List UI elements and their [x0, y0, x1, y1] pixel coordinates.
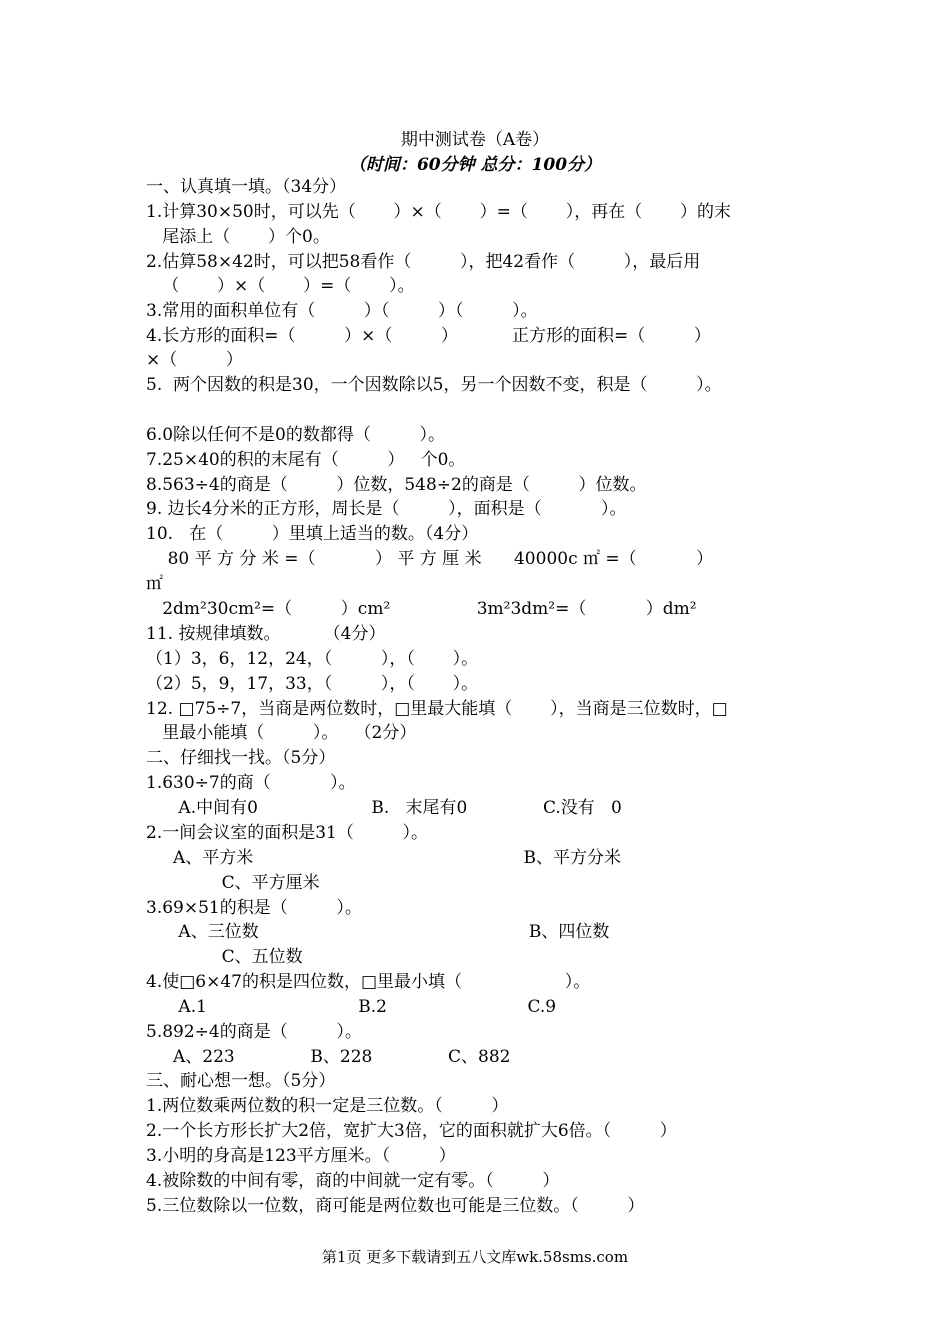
question-line: 里最小能填（ ）。 （2分） [146, 723, 417, 743]
page-subtitle: （时间：60分钟 总分：100分） [348, 155, 602, 175]
option-line: C、五位数 [146, 947, 303, 967]
option-line: A、平方米 B、平方分米 [146, 848, 621, 868]
question-line: ㎡ [146, 574, 163, 594]
question-line: 3.常用的面积单位有（ ）（ ）（ ）。 [146, 301, 538, 321]
question-line: 7.25×40的积的末尾有（ ） 个0。 [146, 450, 466, 470]
page-title: 期中测试卷（A卷） [400, 130, 550, 150]
question-line: 2.估算58×42时，可以把58看作（ ），把42看作（ ），最后用 [146, 252, 701, 272]
question-line: 10. 在（ ）里填上适当的数。（4分） [146, 524, 479, 544]
question-line: 4.被除数的中间有零，商的中间就一定有零。（ ） [146, 1171, 560, 1191]
section-heading: 一、认真填一填。（34分） [146, 177, 347, 197]
question-line: 80 平 方 分 米 =（ ） 平 方 厘 米 40000c ㎡ =（ ） [146, 549, 714, 569]
question-line: 8.563÷4的商是（ ）位数，548÷2的商是（ ）位数。 [146, 475, 647, 495]
question-line: 1.计算30×50时，可以先（ ）×（ ）=（ ），再在（ ）的末 [146, 202, 732, 222]
question-line: 12. □75÷7，当商是两位数时，□里最大能填（ ），当商是三位数时，□ [146, 699, 728, 719]
question-line: 9. 边长4分米的正方形，周长是（ ），面积是（ ）。 [146, 499, 627, 519]
question-line: 4.长方形的面积=（ ）×（ ） 正方形的面积=（ ） [146, 326, 711, 346]
question-line: （2）5，9，17，33，（ ），（ ）。 [146, 674, 479, 694]
option-line: A.中间有0 B. 末尾有0 C.没有 0 [146, 798, 622, 818]
question-line: 1.两位数乘两位数的积一定是三位数。（ ） [146, 1096, 509, 1116]
question-line: 2dm²30cm²=（ ）cm² 3m²3dm²=（ ）dm² [146, 599, 697, 619]
question-line: 5.三位数除以一位数，商可能是两位数也可能是三位数。（ ） [146, 1196, 645, 1216]
question-line: 6.0除以任何不是0的数都得（ ）。 [146, 425, 445, 445]
option-line: A、三位数 B、四位数 [146, 922, 610, 942]
question-line: 4.使□6×47的积是四位数，□里最小填（ ）。 [146, 972, 591, 992]
question-line: （1）3，6，12，24，（ ），（ ）。 [146, 649, 479, 669]
option-line: C、平方厘米 [146, 873, 320, 893]
question-line: 2.一个长方形长扩大2倍，宽扩大3倍，它的面积就扩大6倍。（ ） [146, 1121, 677, 1141]
question-line: （ ）×（ ）=（ ）。 [146, 276, 415, 296]
question-line: ×（ ） [146, 350, 243, 370]
section-heading: 二、仔细找一找。（5分） [146, 748, 336, 768]
question-line: 2.一间会议室的面积是31（ ）。 [146, 823, 428, 843]
question-line: 11. 按规律填数。 （4分） [146, 624, 386, 644]
option-line: A、223 B、228 C、882 [146, 1047, 511, 1067]
question-line: 5.892÷4的商是（ ）。 [146, 1022, 362, 1042]
section-heading: 三、耐心想一想。（5分） [146, 1071, 336, 1091]
option-line: A.1 B.2 C.9 [146, 997, 557, 1017]
page-footer: 第1页 更多下载请到五八文库wk.58sms.com [321, 1248, 629, 1266]
question-line: 3.小明的身高是123平方厘米。（ ） [146, 1146, 456, 1166]
question-line: 1.630÷7的商（ ）。 [146, 773, 356, 793]
question-line: 尾添上（ ）个0。 [146, 227, 330, 247]
question-line: 3.69×51的积是（ ）。 [146, 898, 362, 918]
question-line: 5. 两个因数的积是30，一个因数除以5，另一个因数不变，积是（ ）。 [146, 375, 722, 395]
